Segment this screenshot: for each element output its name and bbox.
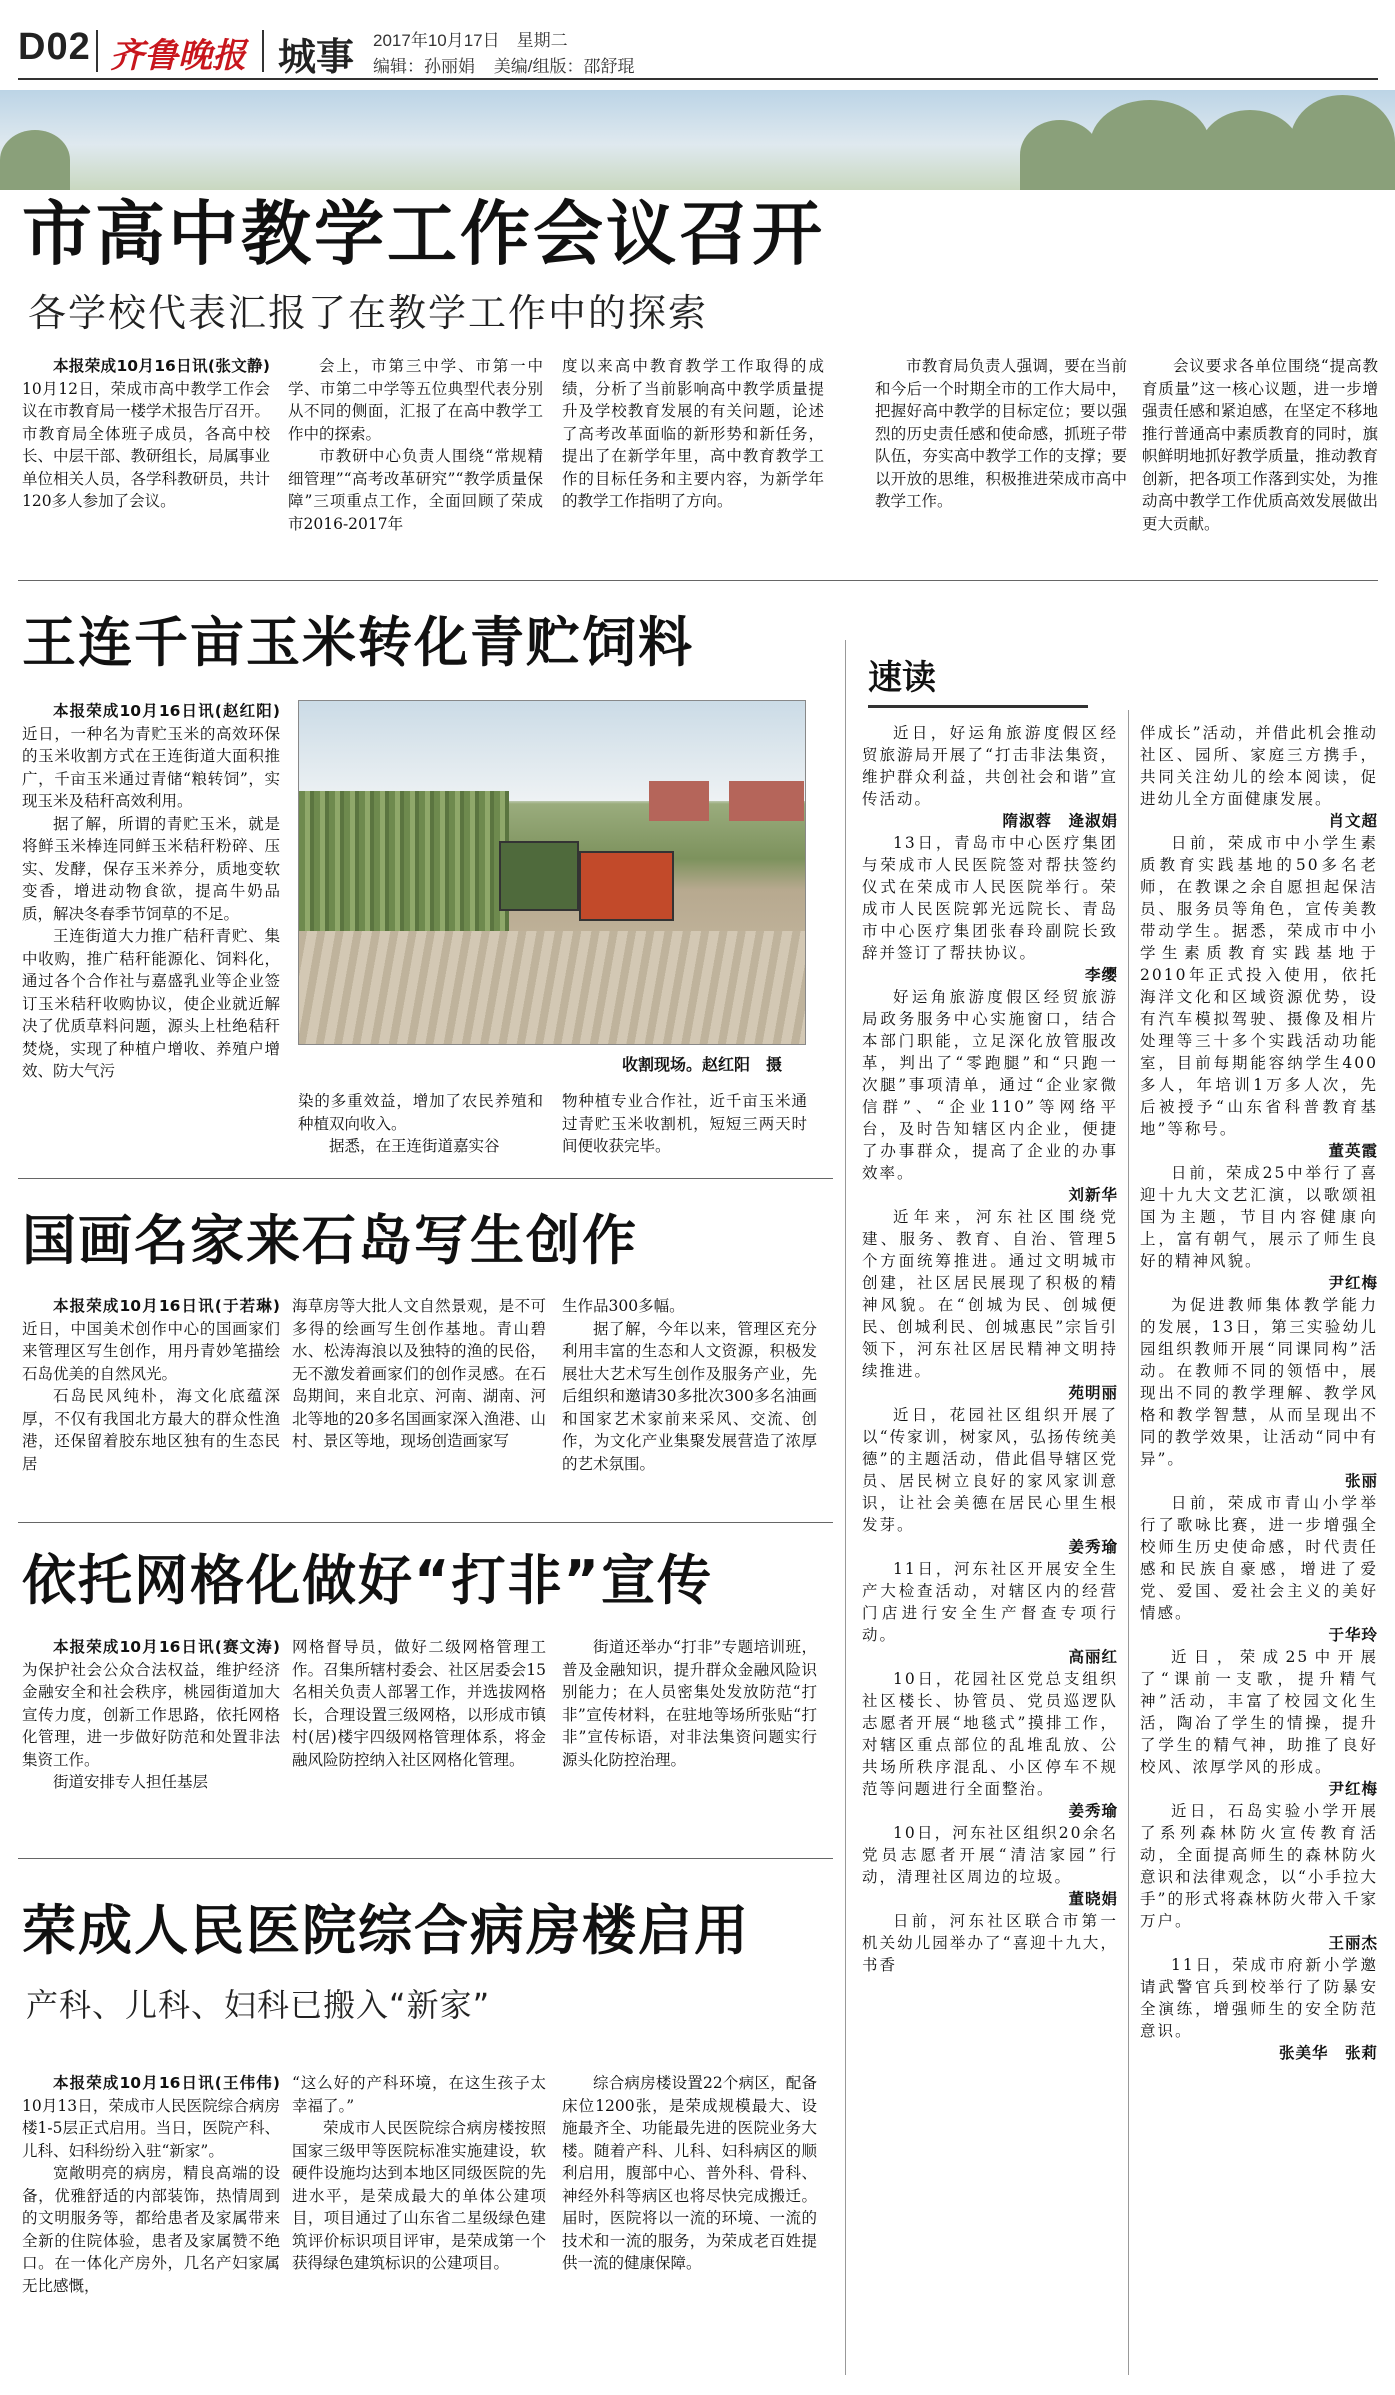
article1-dateline: 本报荣成10月16日讯(张文静) [53, 357, 270, 375]
sidebar-title: 速读 [868, 658, 936, 698]
article1-col2: 会上，市第三中学、市第一中学、市第二中学等五位典型代表分别从不同的侧面，汇报了在高中教学工作中的探索。 市教研中心负责人围绕“常规精细管理”“高考改革研究”“教学质量保障”三项重点工作，全面回顾了荣成市2016-2017年 [288, 357, 543, 533]
brief-item: 日前，河东社区联合市第一机关幼儿园举办了“喜迎十九大，书香 [862, 1912, 1118, 1974]
divider [1128, 710, 1129, 2375]
article5-dateline: 本报荣成10月16日讯(王伟伟) [53, 2074, 280, 2092]
divider [868, 705, 1088, 708]
article2-title: 王连千亩玉米转化青贮饲料 [22, 611, 694, 674]
brief-byline: 王丽杰 [1328, 1934, 1378, 1952]
brief-byline: 刘新华 [1068, 1186, 1118, 1204]
article1-col4: 市教育局负责人强调，要在当前和今后一个时期全市的工作大局中，把握好高中教学的目标定位；要以强烈的历史责任感和使命感，抓班子带队伍，夯实高中教学工作的支撑；要以开放的思维，积极推进荣成市高中教学工作。 [875, 357, 1127, 510]
brief-byline: 姜秀瑜 [1068, 1538, 1118, 1556]
brief-byline: 张丽 [1344, 1472, 1378, 1490]
article4-title: 依托网格化做好“打非”宣传 [22, 1549, 713, 1612]
brief-byline: 尹红梅 [1328, 1780, 1378, 1798]
brief-item: 近年来，河东社区围绕党建、服务、教育、自治、管理5个方面统筹推进。通过文明城市创建，社区居民展现了积极的精神风貌。在“创城为民、创城便民、创城利民、创城惠民”宗旨引领下，河东社区居民精神文明持续推进。 [862, 1208, 1118, 1380]
brief-byline: 高丽红 [1068, 1648, 1118, 1666]
section-name: 城事 [278, 37, 355, 79]
article3-dateline: 本报荣成10月16日讯(于若琳) [53, 1297, 280, 1315]
article5-subtitle: 产科、儿科、妇科已搬入“新家” [26, 1986, 491, 2024]
brief-byline: 张美华 张莉 [1278, 2044, 1378, 2062]
divider [18, 1858, 833, 1859]
brief-item: 10日，河东社区组织20余名党员志愿者开展“清洁家园”行动，清理社区周边的垃圾。 [862, 1824, 1118, 1886]
brief-item: 近日，花园社区组织开展了以“传家训，树家风，弘扬传统美德”的主题活动，借此倡导辖区党员、居民树立良好的家风家训意识，让社会美德在居民心里生根发芽。 [862, 1406, 1118, 1534]
issue-date: 2017年10月17日 星期二 [373, 31, 568, 50]
article1-col1: 本报荣成10月16日讯(张文静) 10月12日，荣成市高中教学工作会议在市教育局一楼学术报告厅召开。市教育局全体班子成员，各高中校长、中层干部、教研组长，局属事业单位相关人员，各学科教研员，共计120多人参加了会议。 [22, 357, 270, 510]
masthead [18, 20, 1378, 80]
harvest-photo [298, 700, 806, 1045]
brief-byline: 董英霞 [1328, 1142, 1378, 1160]
article1-col5: 会议要求各单位围绕“提高教育质量”这一核心议题，进一步增强责任感和紧迫感，在坚定不移地推行普通高中素质教育的同时，旗帜鲜明地抓好教学质量，推动教育创新，把各项工作落到实处，为推动高中教学工作优质高效发展做出更大贡献。 [1142, 357, 1378, 533]
divider [18, 1522, 833, 1523]
article5-col1: 本报荣成10月16日讯(王伟伟) 10月13日，荣成市人民医院综合病房楼1-5层正式启用。当日，医院产科、儿科、妇科纷纷入驻“新家”。 宽敞明亮的病房，精良高端的设备，优雅舒适的内部装饰，热情周到的文明服务等，都给患者及家属带来全新的住院体验，患者及家属赞不绝口。在一体化产房外，几名产妇家属无比感慨， [22, 2074, 280, 2295]
brief-item: 13日，青岛市中心医疗集团与荣成市人民医院签对帮扶签约仪式在荣成市人民医院举行。荣成市人民医院郭光远院长、青岛市中心医疗集团张春玲副院长致辞并签订了帮扶协议。 [862, 834, 1118, 962]
article2-col1: 本报荣成10月16日讯(赵红阳) 近日，一种名为青贮玉米的高效环保的玉米收割方式在王连街道大面积推广，千亩玉米通过青储“粮转饲”，实现玉米及秸秆高效利用。 据了解，所谓的青贮玉米，就是将鲜玉米棒连同鲜玉米秸秆粉碎、压实、发酵，保存玉米养分，质地变软变香，增进动物食欲，提高牛奶品质，解决冬春季节饲草的不足。 王连街道大力推广秸秆青贮、集中收购，推广秸秆能源化、饲料化，通过各个合作社与嘉盛乳业等企业签订玉米秸秆收购协议，使企业就近解决了优质草料问题，源头上杜绝秸秆焚烧，实现了种植户增收、养殖户增效、防大气污 [22, 702, 280, 1080]
sidebar-col2 [1140, 722, 1378, 2377]
credits [373, 52, 648, 77]
article4-col1: 本报荣成10月16日讯(赛文涛) 为保护社会公众合法权益，维护经济金融安全和社会秩序，桃园街道加大宣传力度，创新工作思路，依托网格化管理，进一步做好防范和处置非法集资工作。 街道安排专人担任基层 [22, 1638, 280, 1791]
header-photo [0, 90, 1395, 190]
divider [96, 30, 98, 72]
article5-col3: 综合病房楼设置22个病区，配备床位1200张，是荣成规模最大、设施最齐全、功能最先进的医院业务大楼。随着产科、儿科、妇科病区的顺利启用，腹部中心、普外科、骨科、神经外科等病区也将尽快完成搬迁。届时，医院将以一流的环境、一流的技术和一流的服务，为荣成老百姓提供一流的健康保障。 [562, 2074, 817, 2272]
brief-byline: 肖文超 [1328, 812, 1378, 830]
divider [18, 580, 1378, 581]
brief-item: 近日，荣成25中开展了“课前一支歌，提升精气神”活动，丰富了校园文化生活，陶冶了学生的情操，提升了学生的精气神，助推了良好校风、浓厚学风的形成。 [1140, 1648, 1378, 1776]
article1-col3: 度以来高中教育教学工作取得的成绩，分析了当前影响高中教学质量提升及学校教育发展的有关问题，论述了高考改革面临的新形势和新任务，提出了在新学年里，高中教育教学工作的目标任务和主要内容，为新学年的教学工作指明了方向。 [562, 357, 824, 510]
brief-item: 为促进教师集体教学能力的发展，13日，第三实验幼儿园组织教师开展“同课同构”活动。在教师不同的领悟中，展现出不同的教学理解、教学风格和教学智慧，从而呈现出不同的教学效果，让活动“同中有异”。 [1140, 1296, 1378, 1468]
brief-item: 近日，石岛实验小学开展了系列森林防火宣传教育活动，全面提高师生的森林防火意识和法律观念，以“小手拉大手”的形式将森林防火带入千家万户。 [1140, 1802, 1378, 1930]
brief-byline: 苑明丽 [1068, 1384, 1118, 1402]
newspaper-logo: 齐鲁晚报 [110, 36, 246, 76]
article3-col3: 生作品300多幅。 据了解，今年以来，管理区充分利用丰富的生态和人文资源，积极发展壮大艺术写生创作及服务产业，先后组织和邀请30多批次300多名油画和国家艺术家前来采风、交流、创作，为文化产业集聚发展营造了浓厚的艺术氛围。 [562, 1297, 817, 1473]
page-number: D02 [18, 26, 91, 68]
article2-col3: 物种植专业合作社，近千亩玉米通过青贮玉米收割机，短短三两天时间便收获完毕。 [562, 1092, 807, 1155]
brief-byline: 于华玲 [1328, 1626, 1378, 1644]
brief-item: 10日，花园社区党总支组织社区楼长、协管员、党员巡逻队志愿者开展“地毯式”摸排工作，对辖区重点部位的乱堆乱放、公共场所秩序混乱、小区停车不规范等问题进行全面整治。 [862, 1670, 1118, 1798]
article1-subtitle: 各学校代表汇报了在教学工作中的探索 [28, 291, 709, 335]
article5-title: 荣成人民医院综合病房楼启用 [22, 1899, 750, 1962]
photo-caption: 收割现场。赵红阳 摄 [622, 1055, 783, 1074]
article3-col2: 海草房等大批人文自然景观，是不可多得的绘画写生创作基地。青山碧水、松涛海浪以及独特的渔的民俗，无不激发着画家们的创作灵感。在石岛期间，来自北京、河南、湖南、河北等地的20多名国画家深入渔港、山村、景区等地，现场创造画家写 [292, 1297, 546, 1450]
brief-item: 日前，荣成市中小学生素质教育实践基地的50多名老师，在教课之余自愿担起保洁员、服务员等角色，宣传美教带动学生。据悉，荣成市中小学生素质教育实践基地于2010年正式投入使用，依托海洋文化和区域资源优势，设有汽车模拟驾驶、摄像及相片处理等三十多个实践活动功能室，目前每期能容纳学生400多人，年培训1万多人次，先后被授予“山东省科普教育基地”等称号。 [1140, 834, 1378, 1138]
article4-col2: 网格督导员，做好二级网格管理工作。召集所辖村委会、社区居委会15名相关负责人部署工作，并选拔网格长，合理设置三级网格，以形成市镇村(居)楼宇四级网格管理体系，将金融风险防控纳入社区网格化管理。 [292, 1638, 546, 1769]
article4-col3: 街道还举办“打非”专题培训班，普及金融知识，提升群众金融风险识别能力；在人员密集处发放防范“打非”宣传材料，在驻地等场所张贴“打非”宣传标语，对非法集资问题实行源头化防控治理。 [562, 1638, 817, 1769]
brief-item: 日前，荣成25中举行了喜迎十九大文艺汇演，以歌颂祖国为主题，节目内容健康向上，富有朝气，展示了师生良好的精神风貌。 [1140, 1164, 1378, 1270]
article4-dateline: 本报荣成10月16日讯(赛文涛) [53, 1638, 280, 1656]
brief-byline: 姜秀瑜 [1068, 1802, 1118, 1820]
designer-credit: 美编/组版：邵舒琨 [493, 57, 635, 76]
brief-item: 11日，荣成市府新小学邀请武警官兵到校举行了防暴安全演练，增强师生的安全防范意识。 [1140, 1956, 1378, 2040]
brief-byline: 隋淑蓉 逄淑娟 [1002, 812, 1118, 830]
article2-dateline: 本报荣成10月16日讯(赵红阳) [53, 702, 280, 720]
article2-col2: 染的多重效益，增加了农民养殖和种植双向收入。 据悉，在王连街道嘉实谷 [298, 1092, 543, 1155]
brief-item: 11日，河东社区开展安全生产大检查活动，对辖区内的经营门店进行安全生产督查专项行动。 [862, 1560, 1118, 1644]
divider [262, 30, 264, 72]
brief-byline: 尹红梅 [1328, 1274, 1378, 1292]
brief-item: 日前，荣成市青山小学举行了歌咏比赛，进一步增强全校师生历史使命感，时代责任感和民族自豪感，增进了爱党、爱国、爱社会主义的美好情感。 [1140, 1494, 1378, 1622]
editor-credit: 编辑：孙丽娟 [373, 57, 475, 76]
article3-col1: 本报荣成10月16日讯(于若琳) 近日，中国美术创作中心的国画家们来管理区写生创作，用丹青妙笔描绘石岛优美的自然风光。 石岛民风纯朴，海文化底蕴深厚，不仅有我国北方最大的群众性渔港，还保留着胶东地区独有的生态民居 [22, 1297, 280, 1473]
brief-byline: 董晓娟 [1068, 1890, 1118, 1908]
article5-col2: “这么好的产科环境，在这生孩子太幸福了。” 荣成市人民医院综合病房楼按照国家三级甲等医院标准实施建设，软硬件设施均达到本地区同级医院的先进水平，是荣成最大的单体公建项目，项目通过了山东省二星级绿色建筑评价标识项目评审，是荣成第一个获得绿色建筑标识的公建项目。 [292, 2074, 546, 2272]
article3-title: 国画名家来石岛写生创作 [22, 1209, 638, 1272]
divider [845, 640, 846, 2375]
brief-byline: 李缨 [1084, 966, 1118, 984]
article1-title: 市高中教学工作会议召开 [22, 193, 825, 275]
divider [18, 1178, 833, 1179]
brief-item: 伴成长”活动，并借此机会推动社区、园所、家庭三方携手，共同关注幼儿的绘本阅读，促进幼儿全方面健康发展。 [1140, 724, 1378, 808]
brief-item: 好运角旅游度假区经贸旅游局政务服务中心实施窗口，结合本部门职能，立足深化放管服改革，判出了“零跑腿”和“只跑一次腿”事项清单，通过“企业家微信群”、“企业110”等网络平台，及时告知辖区内企业，便捷了办事群众，提高了企业的办事效率。 [862, 988, 1118, 1182]
brief-item: 近日，好运角旅游度假区经贸旅游局开展了“打击非法集资，维护群众利益，共创社会和谐”宣传活动。 [862, 724, 1118, 808]
sidebar-col1 [862, 722, 1118, 2377]
